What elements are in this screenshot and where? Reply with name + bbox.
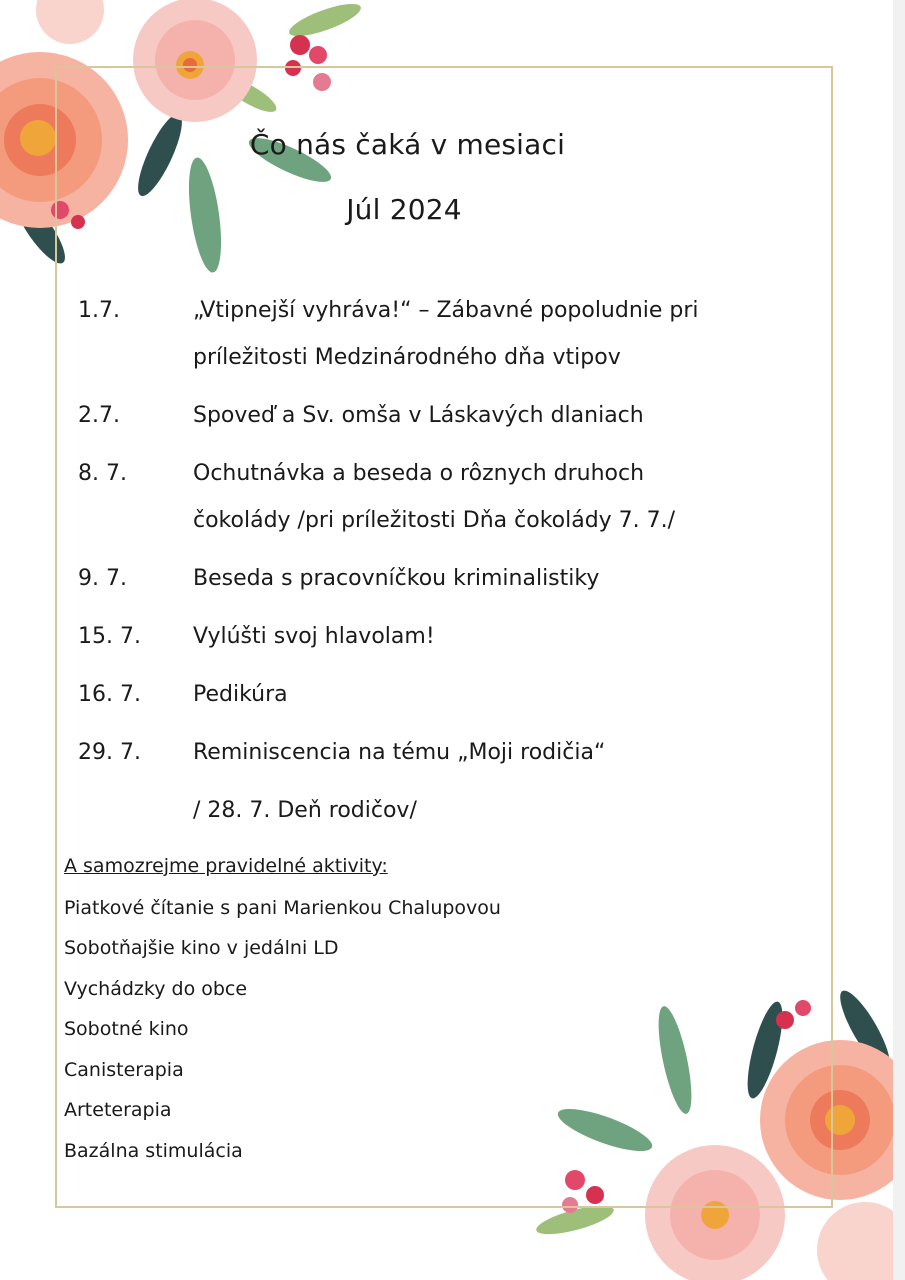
list-item: Canisterapia	[64, 1059, 184, 1081]
regular-activities-heading: A samozrejme pravidelné aktivity:	[64, 855, 388, 877]
event-date: 29. 7.	[78, 740, 141, 765]
event-text: príležitosti Medzinárodného dňa vtipov	[193, 345, 621, 370]
event-date: 16. 7.	[78, 682, 141, 707]
event-text: Reminiscencia na tému „Moji rodičia“	[193, 740, 606, 765]
month-title: Júl 2024	[346, 193, 462, 226]
list-item: Vychádzky do obce	[64, 978, 248, 1000]
page-title: Čo nás čaká v mesiaci	[249, 128, 566, 161]
page-edge	[893, 0, 905, 1280]
event-text: Ochutnávka a beseda o rôznych druhoch	[193, 461, 645, 486]
event-date: 8. 7.	[78, 461, 127, 486]
event-text: čokolády /pri príležitosti Dňa čokolády 7. 7./	[193, 508, 676, 533]
list-item: Sobotné kino	[64, 1018, 189, 1040]
list-item: Bazálna stimulácia	[64, 1140, 243, 1162]
event-text: Vylúšti svoj hlavolam!	[193, 624, 435, 649]
event-date: 1.7.	[78, 298, 120, 323]
event-text: / 28. 7. Deň rodičov/	[193, 798, 417, 823]
event-text: Spoveď a Sv. omša v Láskavých dlaniach	[193, 403, 644, 428]
event-text: „Vtipnejší vyhráva!“ – Zábavné popoludnie pri	[193, 298, 699, 323]
event-text: Pedikúra	[193, 682, 288, 707]
event-date: 2.7.	[78, 403, 120, 428]
event-date: 15. 7.	[78, 624, 141, 649]
list-item: Arteterapia	[64, 1099, 172, 1121]
event-text: Beseda s pracovníčkou kriminalistiky	[193, 566, 600, 591]
event-date: 9. 7.	[78, 566, 127, 591]
list-item: Sobotňajšie kino v jedálni LD	[64, 937, 339, 959]
list-item: Piatkové čítanie s pani Marienkou Chalupovou	[64, 897, 501, 919]
